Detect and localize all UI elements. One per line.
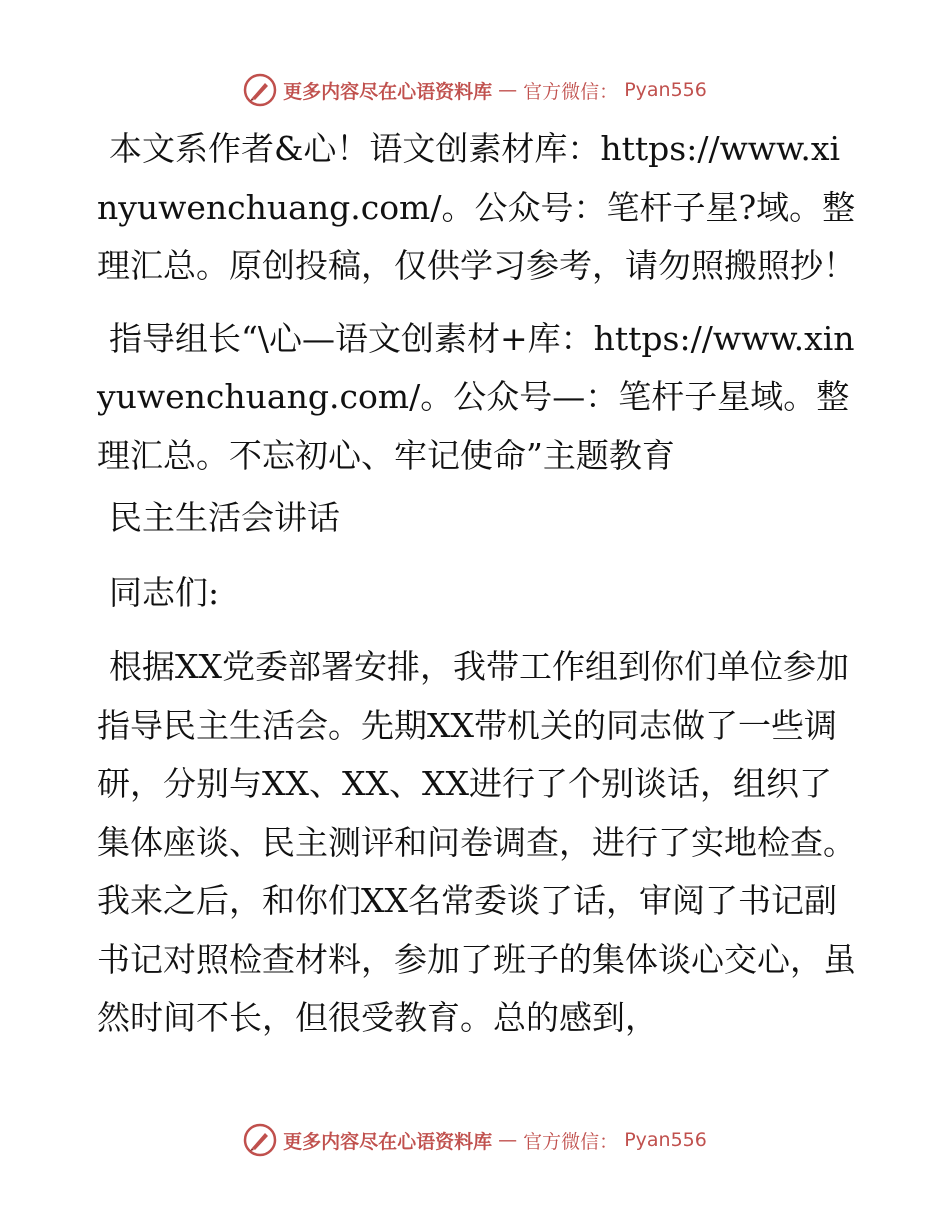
paragraph-salutation: 同志们: <box>109 572 220 612</box>
banner-main-text: 更多内容尽在心语资料库 <box>283 1130 493 1153</box>
banner-wechat-id: Pyan556 <box>624 79 707 101</box>
paragraph-body: 根据XX党委部署安排，我带工作组到你们单位参加指导民主生活会。先期XX带机关的同志做了一些调研，分别与XX、XX、XX进行了个别谈话，组织了集体座谈、民主测评和问卷调查，进行了实地检查。我来之后，和你们XX名常委谈了话，审阅了书记副书记对照检查材料，参加了班子的集体谈心交心，虽然时间不长，但很受教育。总的感到， <box>97 647 856 1037</box>
banner-sub-text: 官方微信： <box>523 80 619 103</box>
paragraph-title-intro: 指导组长“\心—语文创素材+库：https://www.xinyuwenchuang.com/。公众号—：笔杆子星域。整理汇总。不忘初心、牢记使命”主题教育 <box>97 318 855 475</box>
banner-sub-text: 官方微信： <box>523 1130 619 1153</box>
banner-dash: — <box>498 79 518 101</box>
banner-main-text: 更多内容尽在心语资料库 <box>283 80 493 103</box>
quill-pen-circle-icon <box>243 73 277 107</box>
quill-pen-circle-icon <box>243 1123 277 1157</box>
footer-banner <box>0 1120 950 1160</box>
paragraph-title: 民主生活会讲话 <box>109 498 340 537</box>
document-body <box>97 120 857 1052</box>
banner-wechat-id: Pyan556 <box>624 1129 707 1151</box>
paragraph-copyright: 本文系作者&心！语文创素材库：https://www.xinyuwenchuang.com/。公众号：笔杆子星?域。整理汇总。原创投稿，仅供学习参考，请勿照搬照抄！ <box>97 129 856 285</box>
banner-dash: — <box>498 1129 518 1151</box>
header-banner <box>0 70 950 110</box>
